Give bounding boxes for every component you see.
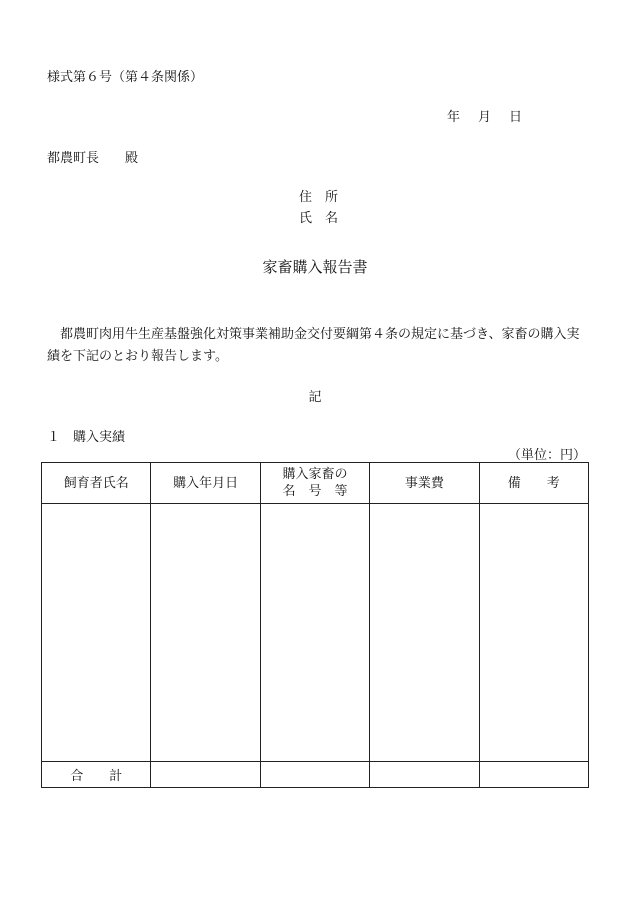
date-line — [447, 106, 522, 125]
cell-project-cost[interactable] — [370, 504, 479, 762]
header-livestock-id — [260, 463, 369, 504]
header-project-cost: 事業費 — [370, 463, 479, 504]
date-year: 年 — [447, 110, 461, 125]
header-remarks: 備 考 — [479, 463, 588, 504]
form-number: 様式第６号（第４条関係） — [47, 70, 204, 85]
header-breeder-name: 飼育者氏名 — [42, 463, 151, 504]
name-label: 氏 名 — [299, 211, 339, 226]
cell-remarks[interactable] — [479, 504, 588, 762]
cell-purchase-date[interactable] — [151, 504, 260, 762]
addressee: 都農町長 殿 — [47, 151, 139, 166]
unit-note: （単位：円） — [508, 448, 587, 463]
ki-heading: 記 — [308, 390, 322, 405]
cell-breeder-name[interactable] — [42, 504, 151, 762]
table-row — [42, 504, 589, 762]
total-cell-2[interactable] — [151, 762, 260, 788]
section-heading: １ 購入実績 — [47, 430, 126, 445]
date-day: 日 — [509, 110, 523, 125]
date-month: 月 — [478, 110, 492, 125]
total-cell-3[interactable] — [260, 762, 369, 788]
total-cell-remarks[interactable] — [479, 762, 588, 788]
total-label: 合 計 — [42, 762, 151, 788]
header-purchase-date: 購入年月日 — [151, 463, 260, 504]
header-livestock-id-line2: 名 号 等 — [282, 484, 348, 499]
cell-livestock-id[interactable] — [260, 504, 369, 762]
purchase-table — [41, 462, 589, 788]
body-text: 都農町肉用牛生産基盤強化対策事業補助金交付要綱第４条の規定に基づき、家畜の購入実績を下記のとおり報告します。 — [47, 327, 580, 364]
address-label: 住 所 — [299, 190, 339, 205]
table-header-row — [42, 463, 589, 504]
document-title: 家畜購入報告書 — [262, 258, 368, 276]
total-row — [42, 762, 589, 788]
header-livestock-id-line1: 購入家畜の — [282, 467, 348, 482]
total-cell-cost[interactable] — [370, 762, 479, 788]
